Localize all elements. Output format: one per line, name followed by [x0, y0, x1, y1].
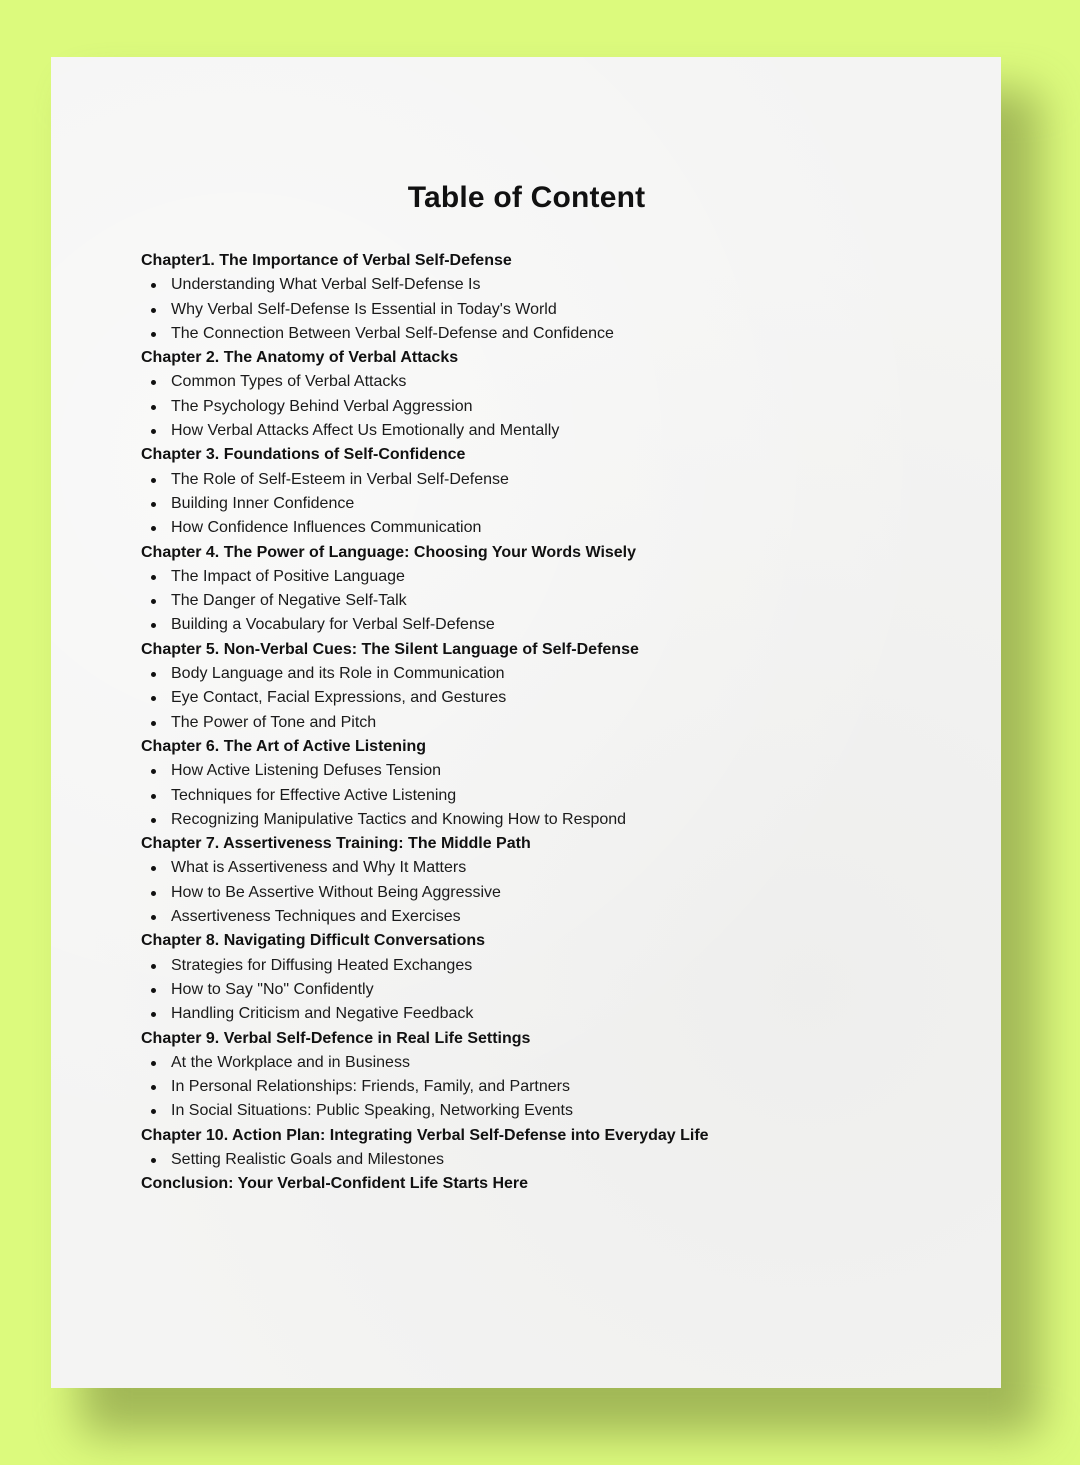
bullet-icon — [151, 721, 156, 726]
bullet-icon — [151, 1061, 156, 1066]
subtopic-label: Body Language and its Role in Communication — [171, 665, 505, 683]
subtopic-label: In Social Situations: Public Speaking, Networking Events — [171, 1102, 573, 1120]
bullet-icon — [151, 915, 156, 920]
subtopic-label: The Psychology Behind Verbal Aggression — [171, 397, 473, 415]
subtopic-label: Handling Criticism and Negative Feedback — [171, 1005, 474, 1023]
subtopic-item — [141, 516, 709, 540]
page-title: Table of Content — [407, 181, 646, 214]
bullet-icon — [151, 502, 156, 507]
subtopic-label: Assertiveness Techniques and Exercises — [171, 908, 461, 926]
chapter-subtopics — [141, 954, 709, 1027]
subtopic-item — [141, 1002, 709, 1026]
chapter-heading: Chapter 7. Assertiveness Training: The Middle Path — [141, 835, 531, 853]
toc-chapter-9 — [141, 1027, 709, 1124]
subtopic-item — [141, 468, 709, 492]
chapter-subtopics — [141, 1148, 709, 1172]
subtopic-label: The Impact of Positive Language — [171, 567, 405, 585]
table-of-contents — [141, 249, 709, 1197]
chapter-subtopics — [141, 662, 709, 735]
toc-chapter-3 — [141, 443, 709, 540]
bullet-icon — [151, 332, 156, 337]
subtopic-item — [141, 905, 709, 929]
bullet-icon — [151, 891, 156, 896]
toc-chapter-4 — [141, 541, 709, 638]
bullet-icon — [151, 575, 156, 580]
bullet-icon — [151, 308, 156, 313]
subtopic-item — [141, 1075, 709, 1099]
chapter-subtopics — [141, 1051, 709, 1124]
bullet-icon — [151, 623, 156, 628]
bullet-icon — [151, 866, 156, 871]
subtopic-label: At the Workplace and in Business — [171, 1053, 410, 1071]
subtopic-item — [141, 954, 709, 978]
toc-chapter-7 — [141, 832, 709, 929]
bullet-icon — [151, 769, 156, 774]
bullet-icon — [151, 429, 156, 434]
subtopic-label: Building Inner Confidence — [171, 494, 355, 512]
bullet-icon — [151, 1109, 156, 1114]
subtopic-label: Common Types of Verbal Attacks — [171, 373, 407, 391]
toc-conclusion — [141, 1172, 709, 1196]
bullet-icon — [151, 526, 156, 531]
subtopic-item — [141, 589, 709, 613]
subtopic-label: How to Say "No" Confidently — [171, 980, 374, 998]
chapter-heading: Chapter 4. The Power of Language: Choosing Your Words Wisely — [141, 543, 637, 561]
subtopic-label: The Danger of Negative Self-Talk — [171, 592, 407, 610]
subtopic-label: Recognizing Manipulative Tactics and Knowing How to Respond — [171, 810, 627, 828]
bullet-icon — [151, 1012, 156, 1017]
subtopic-item — [141, 613, 709, 637]
subtopic-label: How to Be Assertive Without Being Aggressive — [171, 883, 501, 901]
subtopic-label: In Personal Relationships: Friends, Family, and Partners — [171, 1078, 570, 1096]
bullet-icon — [151, 988, 156, 993]
subtopic-item — [141, 273, 709, 297]
subtopic-label: What is Assertiveness and Why It Matters — [171, 859, 467, 877]
subtopic-label: How Confidence Influences Communication — [171, 519, 482, 537]
bullet-icon — [151, 794, 156, 799]
toc-chapter-8 — [141, 929, 709, 1026]
subtopic-item — [141, 662, 709, 686]
bullet-icon — [151, 599, 156, 604]
chapter-heading: Chapter 2. The Anatomy of Verbal Attacks — [141, 349, 459, 367]
chapter-heading: Chapter 9. Verbal Self-Defence in Real Life Settings — [141, 1029, 531, 1047]
bullet-icon — [151, 672, 156, 677]
subtopic-item — [141, 759, 709, 783]
chapter-subtopics — [141, 856, 709, 929]
chapter-subtopics — [141, 759, 709, 832]
subtopic-label: The Role of Self-Esteem in Verbal Self-Defense — [171, 470, 509, 488]
subtopic-item — [141, 881, 709, 905]
chapter-heading: Chapter 10. Action Plan: Integrating Verbal Self-Defense into Everyday Life — [141, 1126, 709, 1144]
subtopic-label: Strategies for Diffusing Heated Exchanges — [171, 956, 473, 974]
subtopic-item — [141, 808, 709, 832]
subtopic-label: The Power of Tone and Pitch — [171, 713, 377, 731]
bullet-icon — [151, 1085, 156, 1090]
subtopic-item — [141, 322, 709, 346]
bullet-icon — [151, 964, 156, 969]
chapter-subtopics — [141, 468, 709, 541]
subtopic-item — [141, 298, 709, 322]
bullet-icon — [151, 405, 156, 410]
chapter-heading: Chapter 8. Navigating Difficult Conversations — [141, 932, 486, 950]
subtopic-item — [141, 978, 709, 1002]
bullet-icon — [151, 818, 156, 823]
bullet-icon — [151, 380, 156, 385]
subtopic-item — [141, 711, 709, 735]
subtopic-label: Building a Vocabulary for Verbal Self-Defense — [171, 616, 495, 634]
subtopic-label: How Active Listening Defuses Tension — [171, 762, 442, 780]
subtopic-item — [141, 1099, 709, 1123]
subtopic-item — [141, 856, 709, 880]
toc-chapter-6 — [141, 735, 709, 832]
subtopic-label: How Verbal Attacks Affect Us Emotionally and Mentally — [171, 422, 560, 440]
subtopic-item — [141, 419, 709, 443]
toc-chapter-5 — [141, 638, 709, 735]
subtopic-label: Understanding What Verbal Self-Defense Is — [171, 276, 481, 294]
subtopic-label: The Connection Between Verbal Self-Defense and Confidence — [171, 324, 614, 342]
chapter-subtopics — [141, 370, 709, 443]
subtopic-label: Setting Realistic Goals and Milestones — [171, 1150, 445, 1168]
chapter-subtopics — [141, 273, 709, 346]
toc-chapter-1 — [141, 249, 709, 346]
subtopic-item — [141, 395, 709, 419]
bullet-icon — [151, 478, 156, 483]
subtopic-item — [141, 1148, 709, 1172]
subtopic-item — [141, 565, 709, 589]
chapter-heading: Chapter 3. Foundations of Self-Confidence — [141, 446, 466, 464]
subtopic-item — [141, 686, 709, 710]
subtopic-label: Why Verbal Self-Defense Is Essential in Today's World — [171, 300, 557, 318]
conclusion-heading: Conclusion: Your Verbal-Confident Life Starts Here — [141, 1175, 529, 1193]
subtopic-item — [141, 370, 709, 394]
bullet-icon — [151, 1158, 156, 1163]
subtopic-item — [141, 1051, 709, 1075]
subtopic-item — [141, 784, 709, 808]
toc-chapter-2 — [141, 346, 709, 443]
subtopic-label: Eye Contact, Facial Expressions, and Gestures — [171, 689, 507, 707]
bullet-icon — [151, 283, 156, 288]
chapter-heading: Chapter 5. Non-Verbal Cues: The Silent Language of Self-Defense — [141, 640, 639, 658]
toc-chapter-10 — [141, 1124, 709, 1173]
bullet-icon — [151, 696, 156, 701]
chapter-subtopics — [141, 565, 709, 638]
chapter-heading: Chapter 6. The Art of Active Listening — [141, 737, 427, 755]
subtopic-item — [141, 492, 709, 516]
chapter-heading: Chapter1. The Importance of Verbal Self-Defense — [141, 252, 512, 269]
subtopic-label: Techniques for Effective Active Listening — [171, 786, 457, 804]
